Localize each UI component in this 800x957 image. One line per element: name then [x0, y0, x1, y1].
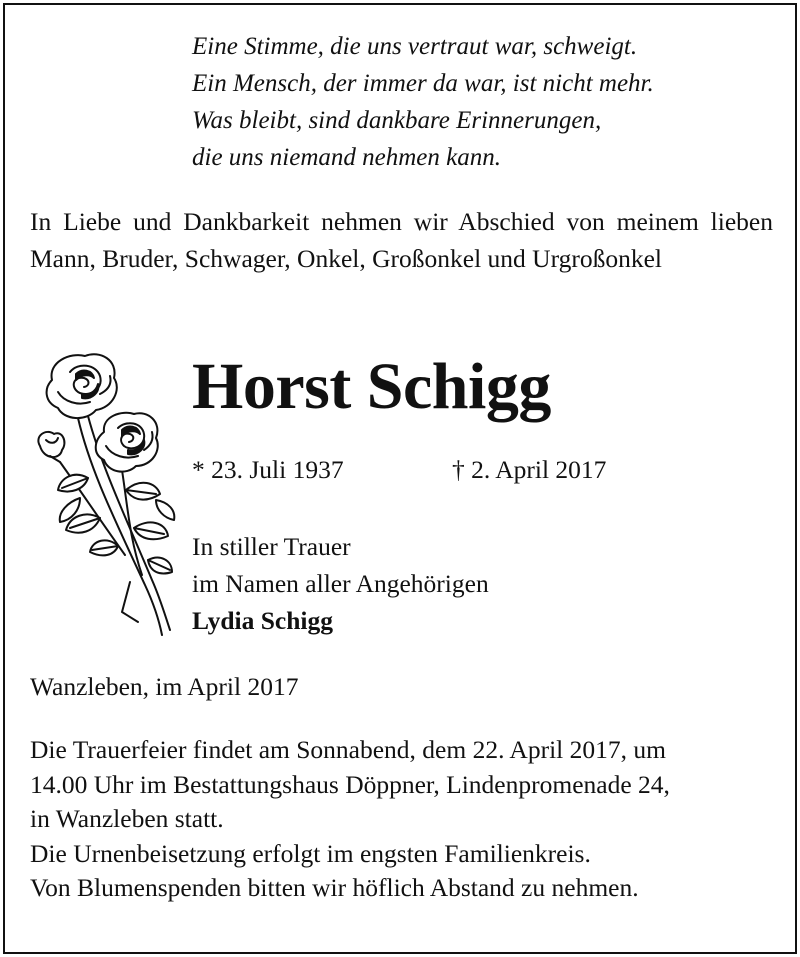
poem — [192, 28, 654, 176]
birth-date: * 23. Juli 1937 — [192, 455, 344, 484]
poem-line: Ein Mensch, der immer da war, ist nicht mehr. — [192, 70, 654, 97]
signer-name: Lydia Schigg — [192, 606, 334, 635]
funeral-line: Von Blumenspenden bitten wir höflich Abstand zu nehmen. — [30, 873, 639, 902]
funeral-info — [30, 733, 775, 906]
funeral-line: in Wanzleben statt. — [30, 804, 224, 833]
mourners-line: im Namen aller Angehörigen — [192, 569, 489, 598]
mourners-block — [192, 528, 489, 639]
deceased-name: Horst Schigg — [192, 350, 551, 423]
funeral-line: Die Urnenbeisetzung erfolgt im engsten Familienkreis. — [30, 838, 591, 868]
poem-line: die uns niemand nehmen kann. — [192, 144, 501, 171]
funeral-line: Die Trauerfeier findet am Sonnabend, dem 22. April 2017, um — [30, 735, 666, 764]
intro-text: In Liebe und Dankbarkeit nehmen wir Abschied von meinem lieben Mann, Bruder, Schwager, Onkel, Großonkel und Urgroßonkel — [30, 207, 773, 273]
funeral-line: 14.00 Uhr im Bestattungshaus Döppner, Lindenpromenade 24, — [30, 769, 670, 799]
poem-line: Was bleibt, sind dankbare Erinnerungen, — [192, 107, 602, 134]
roses-icon — [30, 350, 180, 642]
poem-line: Eine Stimme, die uns vertraut war, schweigt. — [192, 33, 638, 60]
place-date: Wanzleben, im April 2017 — [30, 672, 299, 701]
death-date: † 2. April 2017 — [452, 455, 607, 484]
mourners-line: In stiller Trauer — [192, 532, 351, 561]
